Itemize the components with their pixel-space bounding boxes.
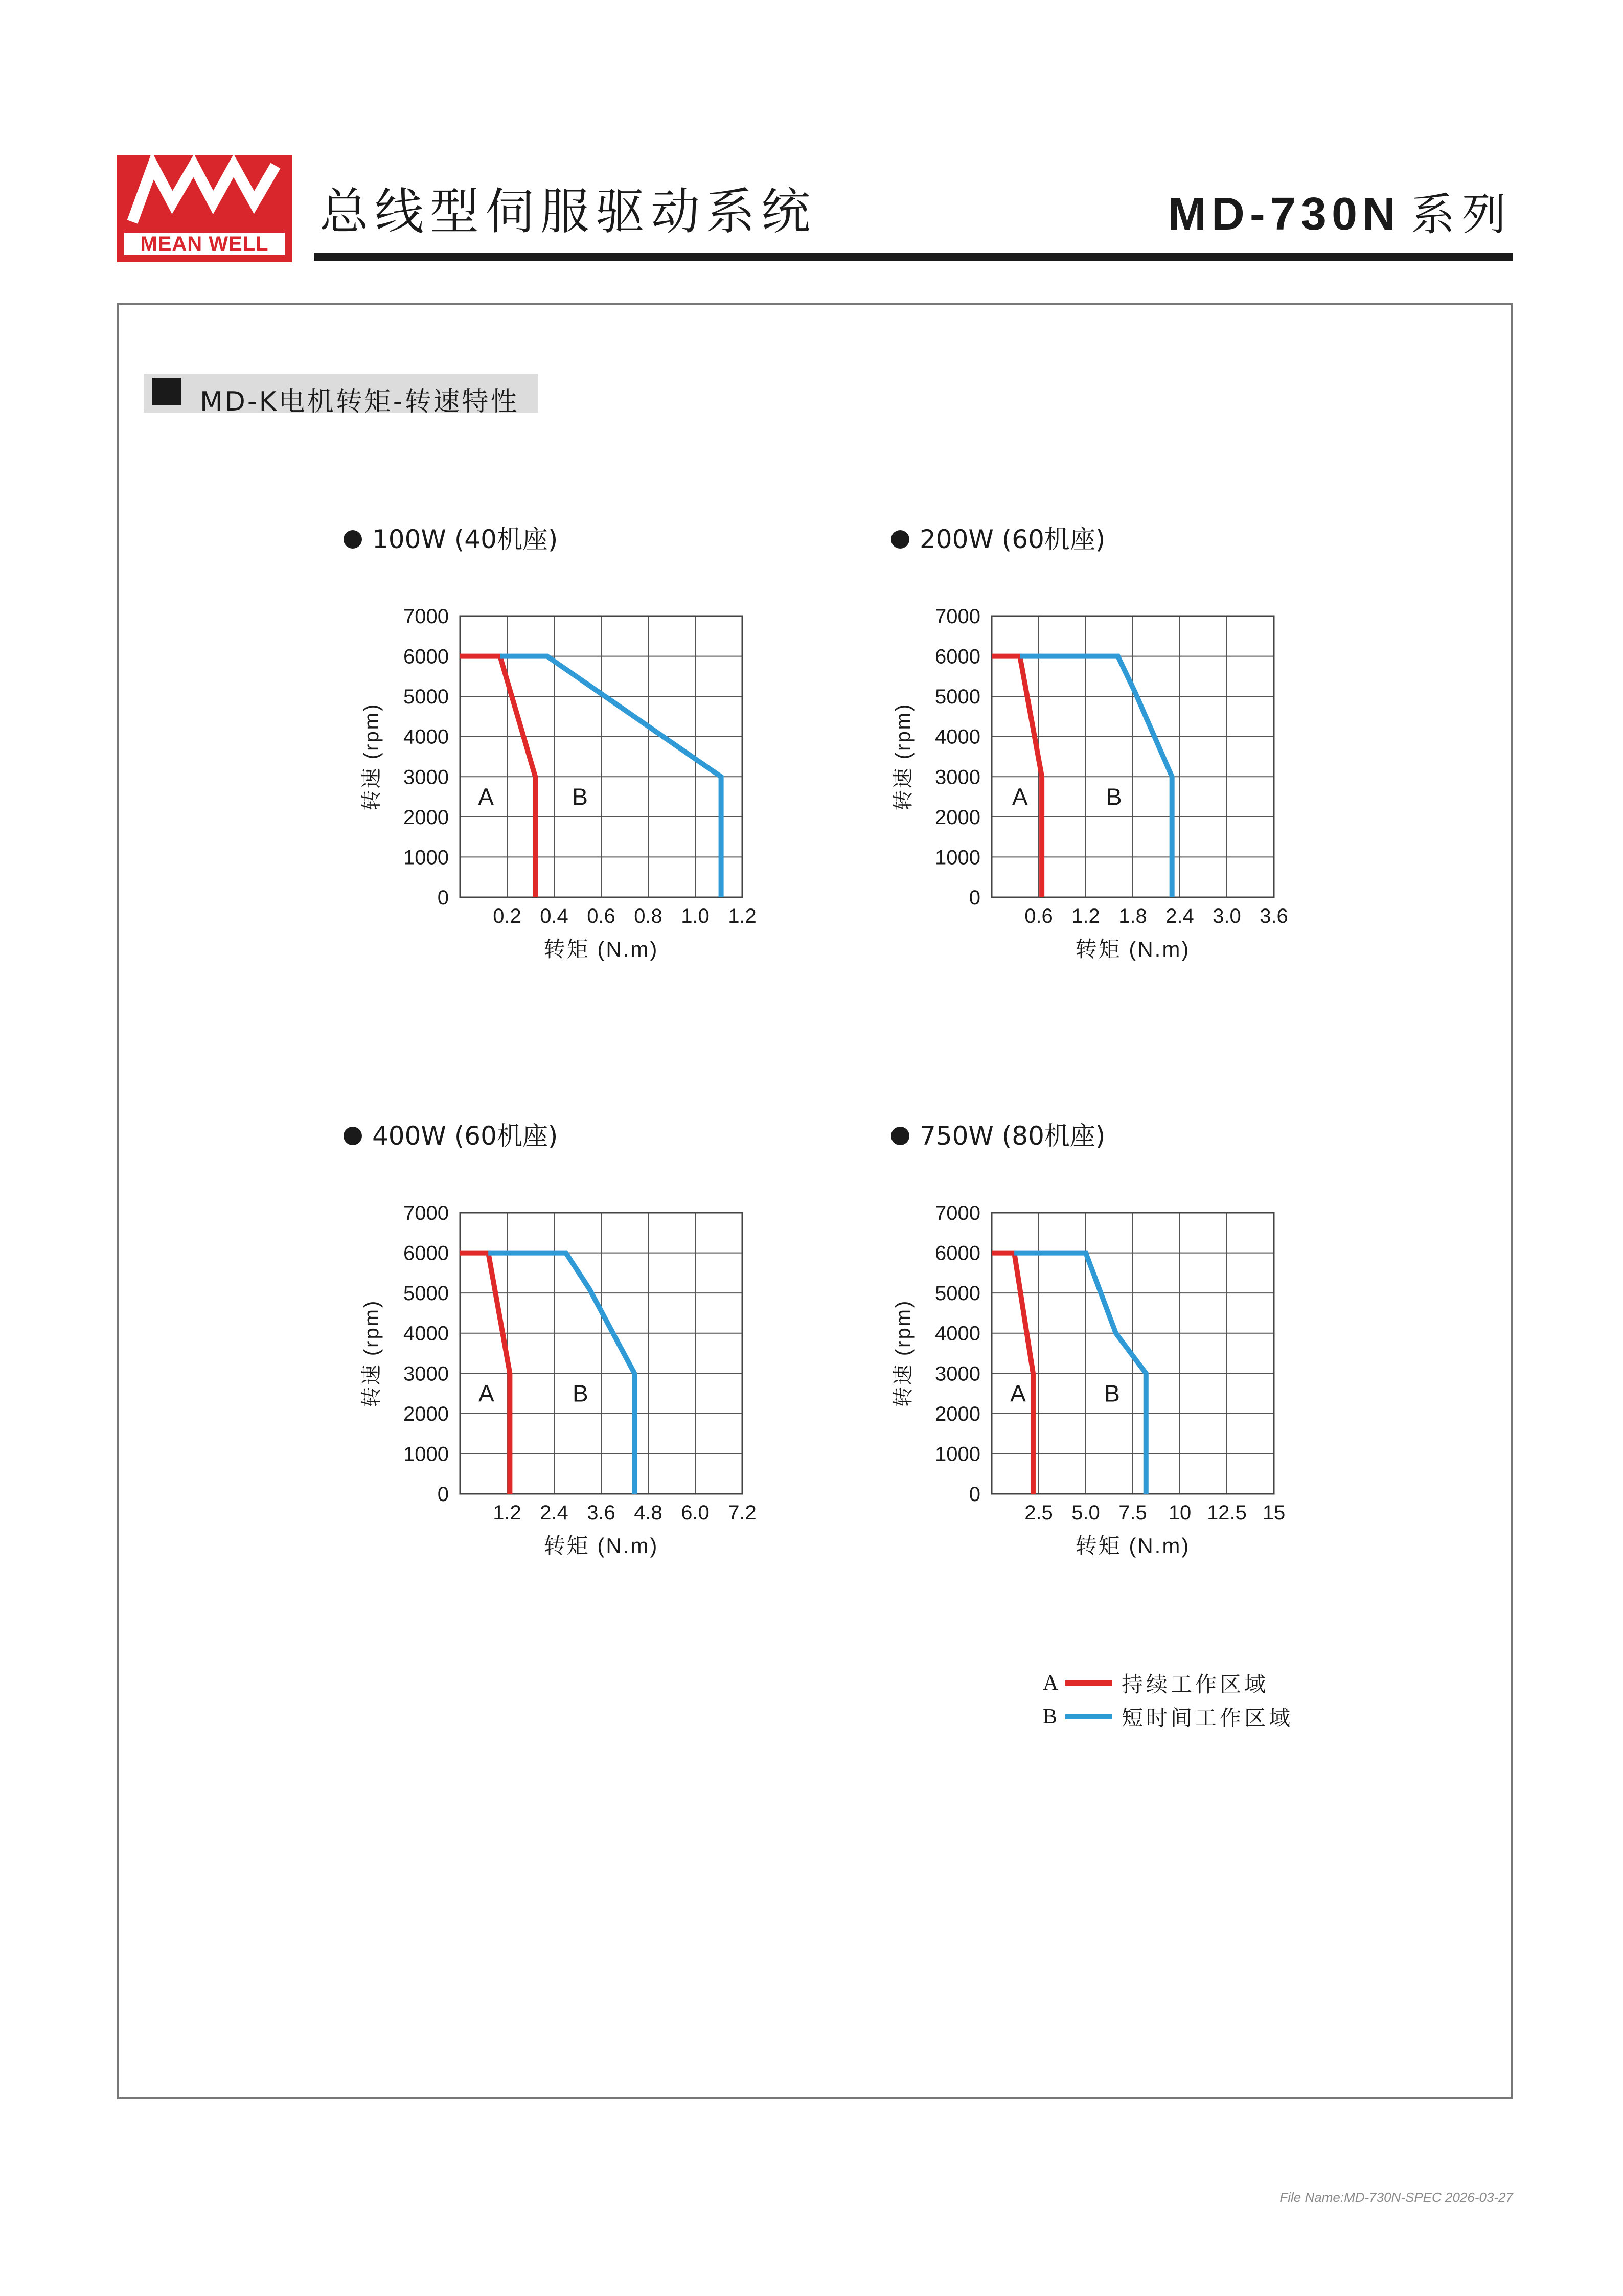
chart-title-text: 100W (40机座) bbox=[372, 525, 558, 554]
y-tick-label: 2000 bbox=[403, 1402, 449, 1425]
chart-100w bbox=[360, 605, 767, 966]
chart-400w bbox=[360, 1202, 767, 1563]
series-model: MD-730N bbox=[1168, 189, 1401, 240]
y-tick-label: 2000 bbox=[403, 806, 449, 829]
y-tick-label: 7000 bbox=[403, 1202, 449, 1224]
y-axis-label: 转速 (rpm) bbox=[892, 702, 915, 811]
x-tick-label: 0.6 bbox=[1024, 905, 1053, 927]
mean-well-logo bbox=[117, 155, 292, 262]
region-label-a: A bbox=[478, 783, 494, 810]
y-tick-label: 1000 bbox=[403, 846, 449, 869]
y-tick-label: 3000 bbox=[935, 1362, 980, 1385]
y-tick-label: 5000 bbox=[403, 1282, 449, 1305]
region-label-a: A bbox=[1010, 1380, 1026, 1407]
x-tick-label: 12.5 bbox=[1207, 1502, 1247, 1524]
section-heading-text: MD-K电机转矩-转速特性 bbox=[200, 387, 519, 417]
region-label-b: B bbox=[573, 1380, 588, 1407]
x-tick-label: 0.8 bbox=[634, 905, 662, 927]
x-tick-label: 0.2 bbox=[493, 905, 521, 927]
brand-name: MEAN WELL bbox=[124, 233, 285, 255]
y-tick-label: 1000 bbox=[403, 1443, 449, 1466]
legend-key: B bbox=[1043, 1705, 1058, 1729]
y-tick-label: 6000 bbox=[935, 1242, 980, 1265]
section-heading bbox=[144, 374, 538, 417]
x-tick-label: 1.2 bbox=[493, 1502, 521, 1524]
x-tick-label: 1.2 bbox=[1071, 905, 1100, 927]
y-tick-label: 0 bbox=[437, 886, 449, 909]
x-axis-label: 转矩 (N.m) bbox=[1075, 937, 1191, 961]
y-tick-label: 1000 bbox=[935, 1443, 980, 1466]
chart-title-text: 400W (60机座) bbox=[372, 1121, 558, 1151]
x-axis-label: 转矩 (N.m) bbox=[543, 937, 659, 961]
x-tick-label: 2.5 bbox=[1024, 1502, 1053, 1524]
y-tick-label: 0 bbox=[969, 886, 980, 909]
y-tick-label: 4000 bbox=[403, 725, 449, 748]
header-rule bbox=[314, 253, 1513, 261]
x-tick-label: 1.2 bbox=[728, 905, 757, 927]
y-axis-label: 转速 (rpm) bbox=[892, 1299, 915, 1407]
bullet-icon bbox=[891, 530, 909, 549]
x-tick-label: 0.6 bbox=[587, 905, 615, 927]
legend-item-b bbox=[1043, 1701, 1293, 1735]
x-tick-label: 15 bbox=[1262, 1502, 1286, 1524]
legend-text: 短时间工作区域 bbox=[1122, 1706, 1294, 1731]
x-tick-label: 7.2 bbox=[728, 1502, 757, 1524]
y-tick-label: 3000 bbox=[403, 766, 449, 789]
content-frame bbox=[117, 303, 1513, 2099]
y-tick-label: 5000 bbox=[935, 1282, 980, 1305]
x-tick-label: 6.0 bbox=[681, 1502, 710, 1524]
y-tick-label: 5000 bbox=[935, 686, 980, 709]
y-tick-label: 0 bbox=[437, 1483, 449, 1506]
region-label-b: B bbox=[572, 783, 588, 810]
file-footer: File Name:MD-730N-SPEC 2026-03-27 bbox=[1279, 2190, 1513, 2205]
y-axis-label: 转速 (rpm) bbox=[360, 1299, 383, 1407]
chart-title-750w bbox=[891, 1123, 1105, 1149]
x-tick-label: 2.4 bbox=[1165, 905, 1194, 927]
bullet-icon bbox=[344, 530, 362, 549]
y-tick-label: 4000 bbox=[935, 1322, 980, 1345]
x-tick-label: 4.8 bbox=[634, 1502, 662, 1524]
x-tick-label: 0.4 bbox=[540, 905, 568, 927]
legend-item-a bbox=[1043, 1668, 1293, 1701]
chart-200w bbox=[892, 605, 1298, 966]
x-tick-label: 10 bbox=[1168, 1502, 1192, 1524]
region-label-b: B bbox=[1104, 1380, 1120, 1407]
x-axis-label: 转矩 (N.m) bbox=[543, 1534, 659, 1558]
y-axis-label: 转速 (rpm) bbox=[360, 702, 383, 811]
x-tick-label: 1.8 bbox=[1118, 905, 1147, 927]
series-title bbox=[1168, 189, 1513, 240]
y-tick-label: 4000 bbox=[935, 725, 980, 748]
x-tick-label: 3.0 bbox=[1213, 905, 1241, 927]
chart-title-400w bbox=[344, 1123, 558, 1149]
document-title: 总线型伺服驱动系统 bbox=[319, 183, 816, 240]
region-label-a: A bbox=[1012, 783, 1028, 810]
bullet-icon bbox=[891, 1127, 909, 1145]
y-tick-label: 6000 bbox=[403, 1242, 449, 1265]
x-axis-label: 转矩 (N.m) bbox=[1075, 1534, 1191, 1558]
y-tick-label: 2000 bbox=[935, 806, 980, 829]
y-tick-label: 7000 bbox=[935, 605, 980, 628]
region-label-a: A bbox=[478, 1380, 494, 1407]
x-tick-label: 3.6 bbox=[587, 1502, 615, 1524]
legend-text: 持续工作区域 bbox=[1122, 1672, 1269, 1697]
y-tick-label: 5000 bbox=[403, 686, 449, 709]
x-tick-label: 1.0 bbox=[681, 905, 710, 927]
y-tick-label: 4000 bbox=[403, 1322, 449, 1345]
x-tick-label: 3.6 bbox=[1260, 905, 1288, 927]
chart-title-text: 200W (60机座) bbox=[920, 525, 1106, 554]
chart-title-text: 750W (80机座) bbox=[920, 1121, 1106, 1151]
y-tick-label: 6000 bbox=[935, 645, 980, 668]
y-tick-label: 0 bbox=[969, 1483, 980, 1506]
chart-title-200w bbox=[891, 527, 1105, 552]
legend bbox=[1043, 1668, 1293, 1735]
y-tick-label: 3000 bbox=[935, 766, 980, 789]
section-square-icon bbox=[152, 378, 181, 405]
legend-swatch-blue bbox=[1065, 1714, 1112, 1719]
bullet-icon bbox=[344, 1127, 362, 1145]
x-tick-label: 5.0 bbox=[1071, 1502, 1100, 1524]
legend-key: A bbox=[1043, 1671, 1059, 1695]
y-tick-label: 1000 bbox=[935, 846, 980, 869]
series-suffix: 系列 bbox=[1411, 189, 1513, 240]
x-tick-label: 7.5 bbox=[1118, 1502, 1147, 1524]
region-label-b: B bbox=[1106, 783, 1122, 810]
y-tick-label: 3000 bbox=[403, 1362, 449, 1385]
legend-swatch-red bbox=[1065, 1680, 1112, 1686]
x-tick-label: 2.4 bbox=[540, 1502, 568, 1524]
chart-title-100w bbox=[344, 527, 558, 552]
mw-logo-mark bbox=[117, 155, 292, 232]
y-tick-label: 7000 bbox=[935, 1202, 980, 1224]
y-tick-label: 7000 bbox=[403, 605, 449, 628]
y-tick-label: 2000 bbox=[935, 1402, 980, 1425]
chart-750w bbox=[892, 1202, 1298, 1563]
y-tick-label: 6000 bbox=[403, 645, 449, 668]
